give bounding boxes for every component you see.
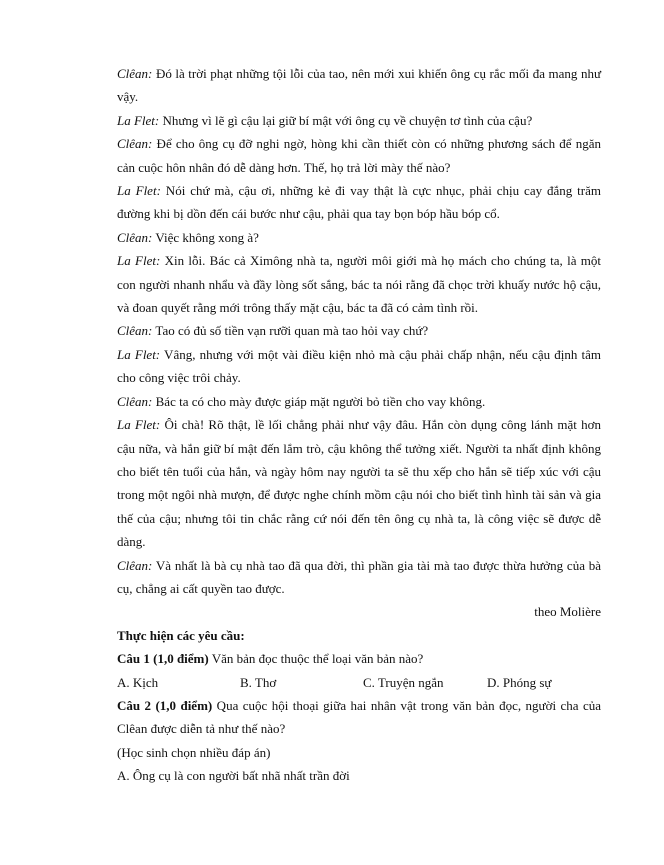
question-2-text: Qua cuộc hội thoại giữa hai nhân vật trong văn bản đọc, người cha của Clêan được diễn tả như thế nào? — [117, 697, 601, 737]
dialogue-text: Việc không xong à? — [152, 229, 259, 245]
dialogue-line — [117, 249, 601, 319]
dialogue-text: Để cho ông cụ đỡ nghi ngờ, hòng khi cần thiết còn có những phương sách để ngăn cản cuộc hôn nhân đó dễ dàng hơn. Thế, họ trả lời mày thế nào? — [117, 136, 601, 175]
question-1-options — [117, 671, 601, 694]
question-2-option-a: A. Ông cụ là con người bất nhã nhất trần đời — [117, 768, 350, 784]
speaker-name: La Flet: — [117, 112, 160, 128]
document-page — [117, 62, 601, 788]
dialogue-line — [117, 132, 601, 179]
speaker-name: Clêan: — [117, 323, 153, 339]
question-2-label: Câu 2 (1,0 điểm) — [117, 697, 213, 713]
speaker-name: Clêan: — [117, 229, 153, 245]
dialogue-line — [117, 62, 601, 109]
dialogue-line — [117, 413, 601, 553]
dialogue-text: Nói chứ mà, cậu ơi, những kẻ đi vay thật là cực nhục, phải chịu cay đắng trăm đường khi bị dồn đến cái bước như cậu, phải qua tay bọn bóp hầu bóp cổ. — [117, 183, 601, 222]
dialogue-line — [117, 554, 601, 601]
speaker-name: La Flet: — [117, 346, 161, 362]
dialogue-text: Và nhất là bà cụ nhà tao đã qua đời, thì phần gia tài mà tao được thừa hưởng của bà cụ, chẳng ai cất quyền tao được. — [117, 557, 601, 596]
speaker-name: Clêan: — [117, 66, 153, 81]
source-attribution: theo Molière — [534, 604, 601, 620]
tasks-heading: Thực hiện các yêu cầu: — [117, 627, 245, 643]
question-2-note: (Học sinh chọn nhiều đáp án) — [117, 744, 271, 760]
dialogue-text: Tao có đủ số tiền vạn rưỡi quan mà tao hỏi vay chứ? — [152, 323, 429, 339]
question-2 — [117, 694, 601, 741]
dialogue-line — [117, 226, 601, 249]
speaker-name: Clêan: — [117, 557, 153, 573]
dialogue-line — [117, 343, 601, 390]
option-a: A. Kịch — [117, 674, 159, 690]
dialogue-text: Bác ta có cho mày được giáp mặt người bỏ tiền cho vay không. — [152, 393, 486, 409]
question-1 — [117, 647, 601, 670]
speaker-name: Clêan: — [117, 393, 153, 409]
speaker-name: La Flet: — [117, 417, 161, 433]
dialogue-line — [117, 319, 601, 342]
speaker-name: La Flet: — [117, 253, 161, 269]
question-1-text: Văn bản đọc thuộc thể loại văn bản nào? — [208, 651, 424, 667]
dialogue-text: Ôi chà! Rõ thật, lề lối chẳng phải như vậy đâu. Hắn còn dụng công lánh mặt hơn cậu nữa, và hắn giữ bí mật đến lắm trò, cậu không thể tưởng xiết. Người ta nhất định không cho biết tên tuổi của hắn, và ngày hôm nay người ta sẽ thu xếp cho hắn sẽ tiếp xúc với cậu trong một ngôi nhà mượn, để được nghe chính mồm cậu nói cho biết tình hình tài sản và gia thế của cậu; nhưng tôi tin chắc rằng cứ nói đến tên ông cụ nhà ta, là công việc sẽ được dễ dàng. — [117, 417, 601, 550]
option-d: D. Phóng sự — [487, 674, 552, 690]
dialogue-text: Vâng, nhưng với một vài điều kiện nhỏ mà cậu phải chấp nhận, nếu cậu định tâm cho công việc trôi chảy. — [117, 346, 601, 386]
dialogue-text: Nhưng vì lẽ gì cậu lại giữ bí mật với ông cụ về chuyện tơ tình của cậu? — [159, 112, 533, 128]
dialogue — [117, 62, 601, 600]
dialogue-text: Xin lỗi. Bác cả Ximông nhà ta, người môi giới mà họ mách cho chúng ta, là một con người nhanh nhẩu và đầy lòng sốt sắng, bác ta nói rằng đã chọc trời khuấy nước hộ cậu, và đoan quyết rằng mới trông thấy mặt cậu, bác ta đã có cảm tình rồi. — [117, 253, 601, 316]
dialogue-line — [117, 109, 601, 132]
dialogue-line — [117, 179, 601, 226]
speaker-name: Clêan: — [117, 136, 153, 152]
question-1-label: Câu 1 (1,0 điểm) — [117, 651, 209, 667]
dialogue-line — [117, 390, 601, 413]
option-c: C. Truyện ngắn — [363, 674, 444, 690]
option-b: B. Thơ — [240, 674, 277, 690]
dialogue-text: Đó là trời phạt những tội lỗi của tao, nên mới xui khiến ông cụ rắc mối đa mang như vậy. — [117, 66, 601, 105]
speaker-name: La Flet: — [117, 183, 161, 199]
